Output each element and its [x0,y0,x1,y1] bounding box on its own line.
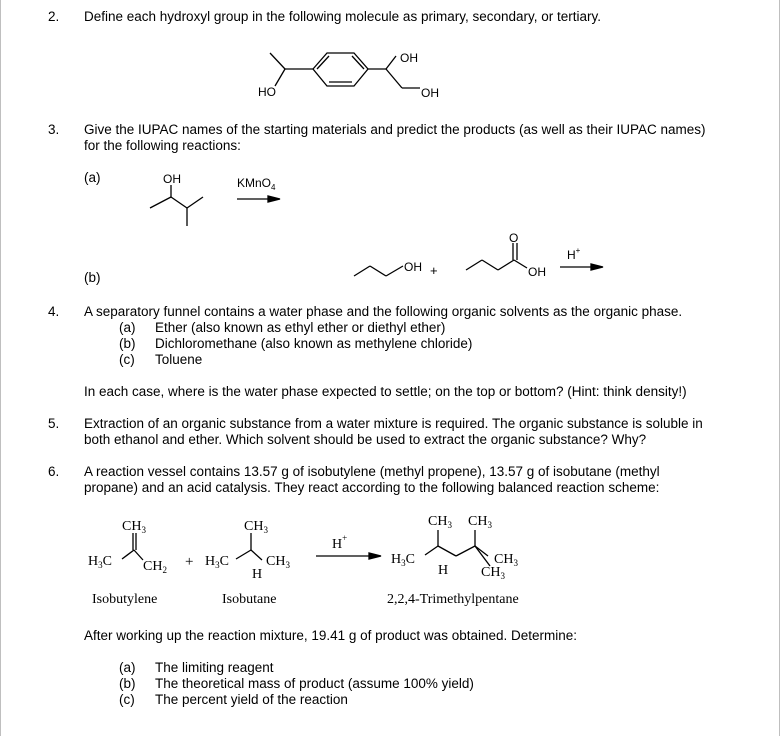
q2-ho-label: HO [258,85,276,99]
question-3-number: 3. [48,122,60,137]
q3a-oh-label: OH [163,172,181,186]
question-3-text-line1: Give the IUPAC names of the starting materials and predict the products (as well as their IUPAC names) [84,122,706,137]
question-5-text-line1: Extraction of an organic substance from a water mixture is required. The organic substance is soluble in [84,416,703,431]
product-ch3-4: $CH_3$ [481,565,505,581]
q3b-arrow-head [591,264,603,270]
question-4-number: 4. [48,304,60,319]
question-6-item-a-text: The limiting reagent [155,660,274,675]
question-4-item-c-label: (c) [119,352,135,367]
question-4-followup: In each case, where is the water phase expected to settle; on the top or bottom? (Hint: think density!) [84,384,687,399]
q2-oh-label-top: OH [400,51,418,65]
question-6-text-line1: A reaction vessel contains 13.57 g of isobutylene (methyl propene), 13.57 g of isobutane (methyl [84,464,660,479]
question-6-after-text: After working up the reaction mixture, 19.41 g of product was obtained. Determine: [84,628,578,643]
question-3-part-a-label: (a) [84,170,101,185]
q3a-arrow-head [268,196,280,202]
isobutylene-h3c: $H_3C$ [88,554,112,570]
isobutylene-structure [122,533,143,560]
product-h3c: $H_3C$ [391,552,415,568]
product-ch3-3: $CH_3$ [494,552,518,568]
question-6-item-a-label: (a) [119,660,136,675]
q3b-oh-label-2: OH [528,265,546,279]
question-6-number: 6. [48,464,60,479]
question-2-text: Define each hydroxyl group in the following molecule as primary, secondary, or tertiary. [84,9,601,24]
question-4-item-b-label: (b) [119,336,136,351]
question-6-text-line2: propane) and an acid catalysis. They react according to the following balanced reaction scheme: [84,480,660,495]
q3a-alcohol-molecule [150,185,203,226]
trimethylpentane-structure [425,530,490,566]
product-h: H [438,563,449,578]
product-ch3-1: $CH_3$ [428,514,452,530]
q2-oh-label-right: OH [421,86,439,100]
trimethylpentane-name: 2,2,4-Trimethylpentane [387,592,519,607]
scheme-plus: + [185,554,194,570]
question-5-text-line2: both ethanol and ether. Which solvent should be used to extract the organic substance? Why? [84,432,647,447]
isobutylene-ch3: $CH_3$ [122,519,146,535]
q3b-propanol [354,266,403,276]
q3b-butanoic-acid [466,243,527,270]
question-3-part-b-label: (b) [84,270,101,285]
q3a-reagent: KMnO$_4$ [237,176,276,192]
isobutane-h3c: $H_3C$ [205,554,229,570]
question-2-number: 2. [48,9,60,24]
isobutylene-name: Isobutylene [92,592,158,607]
q3b-catalyst: H+ [567,246,581,262]
q3b-plus: + [430,263,438,278]
question-5-number: 5. [48,416,60,431]
question-4-item-a-label: (a) [119,320,136,335]
isobutane-h: H [252,567,263,582]
q3b-oxygen-label: O [509,231,519,245]
isobutane-name: Isobutane [222,592,277,607]
q3b-oh-label-1: OH [404,260,422,274]
q2-diol-molecule [270,53,420,88]
product-ch3-2: $CH_3$ [468,514,492,530]
question-4-item-a-text: Ether (also known as ethyl ether or diethyl ether) [155,320,446,335]
question-6-item-c-text: The percent yield of the reaction [155,692,348,707]
question-4-item-c-text: Toluene [155,352,203,367]
isobutane-ch3-top: $CH_3$ [244,519,268,535]
question-4-item-b-text: Dichloromethane (also known as methylene chloride) [155,336,473,351]
isobutylene-ch2: $CH_2$ [143,559,167,575]
question-4-text: A separatory funnel contains a water phase and the following organic solvents as the organic phase. [84,304,683,319]
question-6-item-c-label: (c) [119,692,135,707]
scheme-catalyst: H+ [332,533,348,552]
isobutane-ch3-right: $CH_3$ [266,554,290,570]
question-3-text-line2: for the following reactions: [84,138,241,153]
question-6-item-b-text: The theoretical mass of product (assume 100% yield) [155,676,474,691]
q6-arrow-head [369,553,381,559]
question-6-item-b-label: (b) [119,676,136,691]
isobutane-structure [236,533,262,560]
